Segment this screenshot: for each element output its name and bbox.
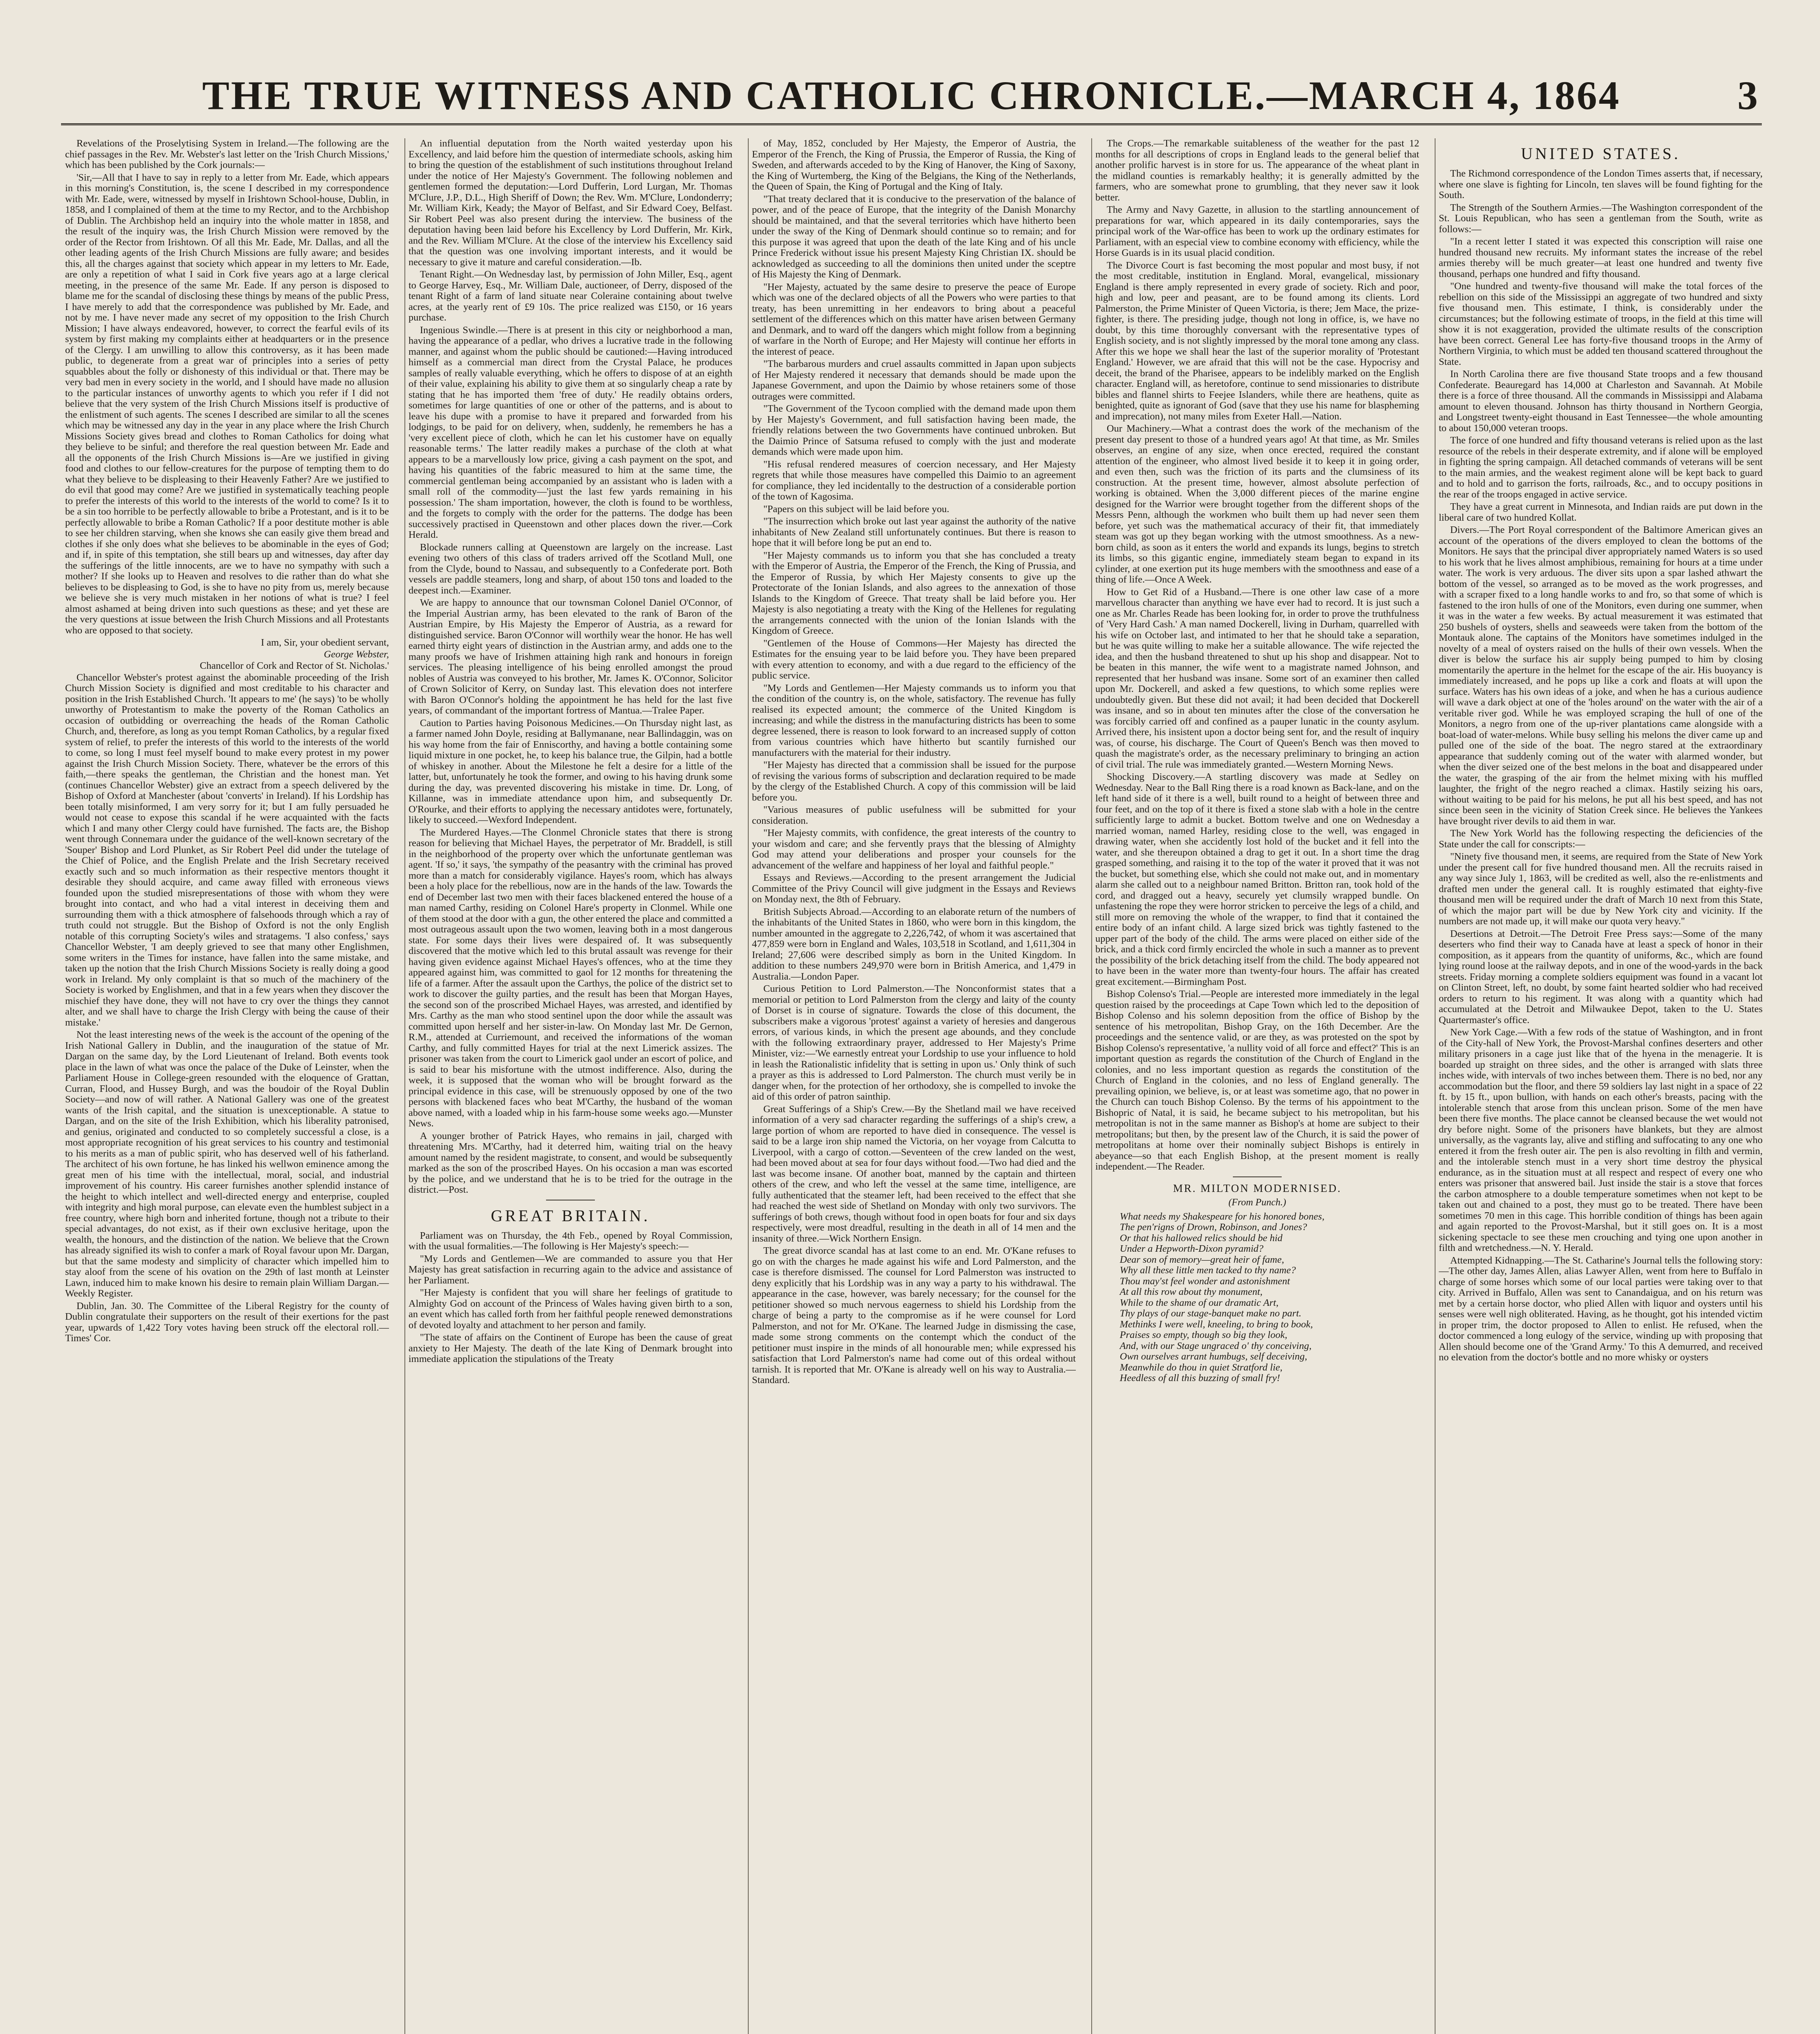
article-divers: Divers.—The Port Royal correspondent of the Baltimore American gives an account of the operations of the divers employed to clean the bottoms of the Monitors. He says that the principal diver appropriately named Waters is so used to his work that he lives almost amphibious, remaining for hours at a time under water. The work is very arduous. The diver sits upon a spar lashed athwart the bottom of the vessel, so arranged as to be moved as the work progresses, and with a scraper fixed to a long handle works to and fro, so that some of which is fastened to the iron hulls of one of the Monitors, even during one summer, when it was in the water a few weeks. By actual measurement it was estimated that 250 bushels of oysters, shells and seaweeds were taken from the bottom of the Montauk alone. The captains of the Monitors have sometimes indulged in the novelty of a meal of oysters raised on the hulls of their own vessels. When the diver is below the surface his air supply being pumped to him by closing momentarily the aperture in the helmet for the escape of the air. His buoyancy is immediately increased, and he pops up like a cork and floats at will upon the surface. Waters has his own ideas of a joke, and when he has a curious audience will wave a dark object at one of the 'holes around' on the water with the air of a veritable river god. While he was employed scraping the hull of one of the Monitors, a negro from one of the up-river plantations came alongside with a boat-load of water-melons. While busy selling his melons the diver came up and pulled one of the side of the boat. The negro stared at the extraordinary appearance that suddenly coming out of the water with alarmed wonder, but when the diver seized one of the best melons in the boat and disappeared under the water, the grasping of the air from the helmet mixing with his muffled laughter, the fright of the negro reached a climax. Hastily seizing his oars, without waiting to be paid for his melons, he put all his best speed, and has not since been seen in the vicinity of Station Creek since. He believes the Yankees have brought river devils to aid them in war.: [1439, 524, 1763, 827]
article-husband: How to Get Rid of a Husband.—There is one other law case of a more marvellous character than anything we have ever had to record. It is just such a one as Mr. Charles Reade has been looking for, in order to prove the truthfulness of 'Very Hard Cash.' A man named Dockerell, living in Durham, quarrelled with his wife on October last, and intimated to her that he should take a separation, but he was quite willing to make her a suitable allowance. The wife rejected the idea, and then the husband threatened to shut up his shop and disappear. Not to be beaten in this manner, the wife went to a magistrate named Johnson, and represented that her husband was insane. Some sort of an examiner then called upon Mr. Dockerell, and asked a few questions, to which some replies were undoubtedly given. But these did not avail; it had been decided that Dockerell was insane, and so in about ten minutes after the close of the conversation he was forcibly carried off and confined as a pauper lunatic in the county asylum. Arrived there, his insistent upon a doctor being sent for, and the result of inquiry was, of course, his discharge. The Court of Queen's Bench was then moved to quash the magistrate's order, as the necessary preliminary to bringing an action of civil trial. The rule was immediately granted.—Western Morning News.: [1095, 586, 1419, 770]
column-5: [1439, 138, 1763, 2034]
speech-paragraph: "Her Majesty, actuated by the same desire to preserve the peace of Europe which was one of the declared objects of all the Powers who were parties to that treaty, has been unremitting in her endeavors to bring about a peaceful settlement of the differences which on this matter have arisen between Germany and Denmark, and to ward off the dangers which might follow from a beginning of warfare in the North of Europe; and Her Majesty will continue her efforts in the interest of peace.: [752, 281, 1076, 357]
speech-paragraph: "Gentlemen of the House of Commons—Her Majesty has directed the Estimates for the ensuing year to be laid before you. They have been prepared with every attention to economy, and with a due regard to the efficiency of the public service.: [752, 637, 1076, 681]
article-essays-reviews: Essays and Reviews.—According to the present arrangement the Judicial Committee of the Privy Council will give judgment in the Essays and Reviews on Monday next, the 8th of February.: [752, 872, 1076, 905]
article-crops: The Crops.—The remarkable suitableness of the weather for the past 12 months for all descriptions of crops in England leads to the general belief that another prolific harvest is in store for us. The appearance of the wheat plant in the midland counties is remarkably healthy; it is generally admitted by the farmers, who are somewhat prone to grumbling, that they never saw it look better.: [1095, 138, 1419, 203]
speech-paragraph: of May, 1852, concluded by Her Majesty, the Emperor of Austria, the Emperor of the French, the King of Prussia, the Emperor of Russia, the King of Sweden, and afterwards acceded to by the King of Hanover, the King of Saxony, the King of Wurtemberg, the King of the Belgians, the King of the Netherlands, the Queen of Spain, the King of Portugal and the King of Italy.: [752, 138, 1076, 192]
letter-closing: I am, Sir, your obedient servant,: [261, 637, 389, 648]
poem-line: Or that his hallowed relics should be hid: [1120, 1232, 1283, 1244]
speech-paragraph: "The insurrection which broke out last year against the authority of the native inhabitants of New Zealand still unfortunately continues. But there is reason to hope that it will before long be put an end to.: [752, 516, 1076, 548]
article-baron-oconnor: We are happy to announce that our townsman Colonel Daniel O'Connor, of the Imperial Austrian army, has been elevated to the rank of Baron of the Austrian Empire, by His Majesty the Emperor of Austria, as a reward for distinguished service. Baron O'Connor will worthily wear the honor. He has well earned thirty eight years of distinction in the Austrian army, and adds one to the many proofs we have of Irishmen attaining high rank and honours in foreign services. The pleasing intelligence of his being enrolled amongst the proud nobles of Austria was conveyed to his brother, Mr. James K. O'Connor, Solicitor of Crown Solicitor of Kerry, on Sunday last. This elevation does not interfere with Baron O'Connor's holding the appointment he has held for the last five years, of commandant of the important fortress of Mantua.—Tralee Paper.: [409, 597, 732, 716]
page-number: 3: [1737, 73, 1758, 118]
poem-line: Own ourselves arrant humbugs, self deceiving,: [1120, 1351, 1307, 1362]
poem-line: Meanwhile do thou in quiet Stratford lie,: [1120, 1362, 1283, 1373]
article-national-gallery: Not the least interesting news of the week is the account of the opening of the Irish National Gallery in Dublin, and the inauguration of the statue of Mr. Dargan on the same day, by the Lord Lieutenant of Ireland. Both events took place in the lawn of what was once the palace of the Duke of Leinster, when the Parliament House in College-green resounded with the eloquence of Grattan, Curran, Flood, and Hussey Burgh, and was the boudoir of the Royal Dublin Society—and now of will rather. A National Gallery was one of the greatest wants of the Irish capital, and the situation is unexceptionable. A statue to Dargan, and on the site of the Irish Exhibition, which his liberality patronised, and genius, originated and conducted to so completely successful a close, is a most appropriate recognition of his great services to his country and testimonial to his merits as a man of public spirit, who has deserved well of his fatherland. The architect of his own fortune, he has linked his wellwon eminence among the great men of his time with the intellectual, moral, social, and industrial improvement of his country. His career furnishes another splendid instance of the height to which intellect and well-directed energy and enterprise, coupled with integrity and high moral purpose, can elevate even the humblest subject in a free country, where high born and inherited fortune, though not a tribute to their special advantages, do not exist, as if their own exclusive heritage, upon the wealth, the honours, and the distinction of the nation. We believe that the Crown has already signified its wish to confer a mark of Royal favour upon Mr. Dargan, but that the same modesty and simplicity of character which impelled him to stay aloof from the scene of his ovation on the 29th of last month at Leinster Lawn, induced him to make known his desire to remain plain William Dargan.—Weekly Register.: [65, 1029, 389, 1299]
poem-line: Praises so empty, though so big they look,: [1120, 1329, 1287, 1340]
article-webster-protest: Chancellor Webster's protest against the abominable proceeding of the Irish Church Mission Society is dignified and most creditable to his character and position in the Irish Established Church. 'It appears to me' (he says) 'to be wholly unworthy of Protestantism to make the poverty of the Roman Catholics an occasion of outbidding or overreaching the heads of the Roman Catholic Church, and, therefore, as long as you tempt Roman Catholics, by a regular fixed system of relief, to prefer the interests of this world to the interests of the world to come, so long I must feel myself bound to make every protest in my power against the Irish Church Mission Society. There, whatever be the errors of this faith,—there speaks the gentleman, the Christian and the honest man. Yet (continues Chancellor Webster) give an extract from a speech delivered by the Bishop of Oxford at Manchester (about 'converts' in Ireland). If his Lordship has been totally misinformed, I am very sorry for it; but I am fully persuaded he would not cease to expose this scandal if he were acquainted with the facts which I and many other Clergy could have furnished. The facts are, the Bishop went through Connemara under the guidance of the well-known secretary of the 'Souper' Bishop and Lord Plunket, as Sir Robert Peel did under the tutelage of the Chief of Police, and the English Prelate and the Irish Secretary received exactly such and so much information as their respective mentors thought it desirable they should acquire, and came away filled with erroneous views founded upon the studied misrepresentations of those with whom they were brought into contact, and who had a vital interest in deceiving them and surrounding them with a thick atmosphere of falsehoods through which a ray of truth could not struggle. But the Bishop of Oxford is not the only English notable of this corrupting Society's wiles and stratagems. 'I also confess,' says Chancellor Webster, 'I am deeply grieved to see that many other Englishmen, some writers in the Times for instance, have fallen into the same mistake, and taken up the notion that the Irish Church Missions Society is really doing a good work in Ireland. My only complaint is that so much of the machinery of the Society is worked by Englishmen, and that in a few years when they discover the mischief they have done, they will not have to cry over the things they cannot alter, and we shall have to charge the Irish Clergy with being the cause of their mistake.': [65, 672, 389, 1028]
masthead-rule: [61, 123, 1762, 125]
poem-line: The pen'rigns of Drown, Robinson, and Jones?: [1120, 1222, 1307, 1233]
speech-paragraph: "Her Majesty is confident that you will share her feelings of gratitude to Almighty God on account of the Princess of Wales having given birth to a son, an event which has called forth from her faithful people renewed demonstrations of devoted loyalty and attachment to her person and family.: [409, 1287, 732, 1331]
section-rule: [1233, 1176, 1282, 1177]
speech-paragraph: "That treaty declared that it is conducive to the preservation of the balance of power, and of the peace of Europe, that the integrity of the Danish Monarchy should be maintained, and that the several territories which have hitherto been under the sway of the King of Denmark should continue so to remain; and for this purpose it was agreed that upon the death of the late King and of his uncle Prince Frederick without issue his present Majesty King Christian IX. should be acknowledged as succeeding to all the dominions then united under the sceptre of His Majesty the King of Denmark.: [752, 193, 1076, 280]
article-ingenious-swindle: Ingenious Swindle.—There is at present in this city or neighborhood a man, having the appearance of a pedlar, who drives a lucrative trade in the following manner, and against whom the public should be cautioned:—Having introduced himself as a commercial man direct from the Crystal Palace, he produces samples of really valuable everything, which he offers to dispose of at an eighth of their value, explaining his ability to give them at so singularly cheap a rate by stating that he has imported them 'free of duty.' He readily obtains orders, sometimes for large quantities of one or other of the patterns, and is about to leave his dupe with a promise to have it prepared and forwarded from his lodgings, to be paid for on delivery, when, suddenly, he remembers he has a 'very excellent piece of cloth, which he can let his customer have on equally reasonable terms.' The latter readily makes a purchase of the cloth at what appears to be a marvellously low price, giving a cash payment on the spot, and having his quantities of the fabric measured to him at the same time, the commercial gentleman being accompanied by an assistant who is laden with a small roll of the commodity—'just the last few yards remaining in his possession.' The sham importation, however, the cloth is found to be worthless, and the forgets to comply with the order for the patterns. The dodge has been successively practised in Queenstown and other places down the river.—Cork Herald.: [409, 324, 732, 540]
poem-line: Methinks I were well, kneeling, to bring to book,: [1120, 1318, 1313, 1330]
poem-line: While to the shame of our dramatic Art,: [1120, 1297, 1279, 1308]
article-ships-crew: Great Sufferings of a Ship's Crew.—By the Shetland mail we have received information of a very sad character regarding the sufferings of a ship's crew, a large portion of whom are reported to have died in consequence. The vessel is said to be a large iron ship named the Victoria, on her voyage from Calcutta to Liverpool, with a cargo of cotton.—Seventeen of the crew landed on the west, had been moved about at sea for four days without food.—Two had died and the last was become insane. Of another boat, manned by the captain and thirteen others of the crew, and who left the vessel at the same time, intelligence, are fully authenticated that the steamer left, had been received to the effect that she had reached the west side of Shetland on Monday with only two survivors. The sufferings of both crews, though without food in open boats for four and six days respectively, were most dreadful, resulting in the death in all of 14 men and the insanity of three.—Wick Northern Ensign.: [752, 1103, 1076, 1244]
letter-signature-title: Chancellor of Cork and Rector of St. Nicholas.': [199, 660, 389, 671]
poem-line: Thy plays of our stage-banquet make no part.: [1120, 1308, 1302, 1319]
letter-signature-name: George Webster,: [323, 648, 389, 660]
speech-paragraph: "Her Majesty has directed that a commission shall be issued for the purpose of revising the various forms of subscription and declaration required to be made by the clergy of the Established Church. A copy of this commission will be laid before you.: [752, 759, 1076, 803]
speech-paragraph: "His refusal rendered measures of coercion necessary, and Her Majesty regrets that while those measures have compelled this Daimio to an agreement for compliance, they led incidentally to the destruction of a considerable portion of the town of Kagosima.: [752, 458, 1076, 502]
article-bishop-colenso: Bishop Colenso's Trial.—People are interested more immediately in the legal question raised by the proceedings at Cape Town which led to the deposition of Bishop Colenso and his solemn deposition from the office of Bishop by the sentence of his metropolitan, Bishop Gray, on the 16th December. Are the proceedings and the sentence valid, or are they, as was protested on the spot by Bishop Colenso's representative, 'a nullity void of all force and effect?' This is an important question as regards the constitution of the Church of England in the colonies, and no less important question as regards the constitution of the Church of England in the colonies, and no less of England generally. The prevailing opinion, we believe, is, or at least was sometime ago, that no power in the Church can touch Bishop Colenso. By the terms of his appointment to the Bishopric of Natal, it is said, he became subject to his metropolitan, but his metropolitan is not in the same manner as Bishop's at home are subject to their metropolitans; but then, by the present law of the Church, it is said the power of metropolitans at home over their nominally subject Bishops is entirely in abeyance—so that each English Bishop, at the present moment is really independent.—The Reader.: [1095, 989, 1419, 1172]
poem-source: (From Punch.): [1228, 1197, 1286, 1208]
article-paragraph: "In a recent letter I stated it was expected this conscription will raise one hundred thousand new recruits. My informant states the increase of the rebel armies thereby will be much greater—at least one hundred and twenty five thousand, perhaps one hundred and fifty thousand.: [1439, 236, 1763, 279]
poem-line: Thou may'st feel wonder and astonishment: [1120, 1275, 1290, 1287]
article-poisonous-medicines: Caution to Parties having Poisonous Medicines.—On Thursday night last, as a farmer named John Doyle, residing at Ballymanane, near Ballindaggin, was on his way home from the fair of Enniscorthy, and having a bottle containing some liquid mixture in one pocket, he, to keep his balance true, the Gilpin, had a bottle of whiskey in another. About the Milestone he felt a desire for a little of the latter, but, unfortunately he took the former, and owing to his having drunk some during the day, was prevented discovering his mistake in time. Dr. Long, of Killanne, was in immediate attendance upon him, and subsequently Dr. O'Rourke, and their efforts to applying the necessary antidotes were, fortunately, likely to succeed.—Wexford Independent.: [409, 717, 732, 825]
article-desertions-detroit: Desertions at Detroit.—The Detroit Free Press says:—Some of the many deserters who find their way to Canada have at least a speck of honor in their composition, as it appears from the quantity of uniforms, &c., which are found lying round loose at the railway depots, and in one of the wood-yards in the back streets. Friday morning a complete soldiers equipment was found in a vacant lot on Clinton Street, left, no doubt, by some faint hearted soldier who had received orders to return to his regiment. It was along with a quantity which had accumulated at the Detroit and Milwaukee Depot, taken to the U. States Quartermaster's office.: [1439, 928, 1763, 1026]
speech-paragraph: "The barbarous murders and cruel assaults committed in Japan upon subjects of Her Majesty rendered it necessary that demands should be made upon the Japanese Government, and upon the Daimio by whose retainers some of those outrages were committed.: [752, 358, 1076, 402]
article-paragraph: They have a great current in Minnesota, and Indian raids are put down in the liberal care of two hundred Kollat.: [1439, 501, 1763, 523]
article-attempted-kidnapping: Attempted Kidnapping.—The St. Catharine's Journal tells the following story:—The other day, James Allen, alias Lawyer Allen, went from here to Buffalo in charge of some horses which some of our local parties were taking over to that city. Arrived in Buffalo, Allen was sent to Canandaigua, and on his return was met by a certain horse doctor, who plied Allen with liquor and oysters until his senses were well nigh obliterated. Having, as he thought, got his intended victim in proper trim, the doctor proposed to Allen to enlist. He refused, when the doctor commenced a long eulogy of the service, winding up with proposing that Allen should become one of the 'Grand Army.' To this A demurred, and received no elevation from the doctor's bottle and no more whisky or oysters: [1439, 1255, 1763, 1363]
article-liberal-registry: Dublin, Jan. 30. The Committee of the Liberal Registry for the county of Dublin congratulate their supporters on the result of their exertions for the past year, upwards of 1,422 Tory votes having been struck off the electoral roll.—Times' Cor.: [65, 1300, 389, 1344]
column-divider: [404, 138, 405, 2034]
speech-paragraph: "Her Majesty commands us to inform you that she has concluded a treaty with the Emperor of Austria, the Emperor of the French, the King of Prussia, and the Emperor of Russia, by which Her Majesty consents to give up the Protectorate of the Ionian Islands, and also agrees to the annexation of those Islands to the Kingdom of Greece. That treaty shall be laid before you. Her Majesty is also negotiating a treaty with the King of the Hellenes for regulating the arrangements connected with the union of the Ionian Islands with the Kingdom of Greece.: [752, 550, 1076, 636]
article-machinery: Our Machinery.—What a contrast does the work of the mechanism of the present day present to those of a hundred years ago! At that time, as Mr. Smiles observes, an engine of any size, when once erected, required the constant attention of the engineer, who almost lived beside it to keep it in going order, and even then, such was the friction of its parts and the clumsiness of its construction. At the present time, however, almost absolute perfection of working is obtained. When the 3,000 different pieces of the marine engine designed for the Warrior were brought together from the different shops of the Messrs Penn, although the workmen who built them up had never seen them before, yet such was the mathematical accuracy of their fit, that immediately steam was got up they began working with the utmost smoothness. As a new-born child, as soon as it enters the world and expands its lungs, begins to stretch its limbs, so this gigantic engine, immediately steam began to expand in its cylinder, at one exertion put its huge members with the smoothness and ease of a thing of life.—Once A Week.: [1095, 423, 1419, 585]
column-divider: [748, 138, 749, 2034]
column-2: [409, 138, 732, 2034]
masthead-title: THE TRUE WITNESS AND CATHOLIC CHRONICLE.—MARCH 4, 1864: [202, 73, 1621, 118]
article-new-york-world: The New York World has the following respecting the deficiencies of the State under the call for conscripts:—: [1439, 828, 1763, 850]
section-heading-great-britain: GREAT BRITAIN.: [491, 1206, 650, 1225]
article-murdered-hayes: The Murdered Hayes.—The Clonmel Chronicle states that there is strong reason for believing that Michael Hayes, the perpetrator of Mr. Braddell, is still in the neighborhood of the property over which the unfortunate gentleman was agent. 'If so,' it says, 'the sympathy of the peasantry with the criminal has proved more than a match for considerably vigilance. Hayes's room, which has always been a holy place for the rebellious, now are in the hands of the law. Towards the end of December last two men with their faces blackened entered the house of a man named Carthy, residing on Colonel Hare's property in Clonmel. While one of them stood at the door with a gun, the other entered the place and committed a most outrageous assault upon the two women, leaving both in a most dangerous state. For some days their lives were despaired of. It was subsequently discovered that the motive which led to this brutal assault was revenge for their having given evidence against Michael Hayes's offences, who at the time they appeared against him, was committed to gaol for 12 months for threatening the life of a farmer. After the assault upon the Carthys, the police of the district set to work to discover the guilty parties, and the result has been that Morgan Hayes, the second son of the proscribed Michael Hayes, was arrested, and identified by Mrs. Carthy as the man who stood sentinel upon the door while the assault was committed upon herself and her sister-in-law. On Monday last Mr. De Gernon, R.M., attended at Curriemount, and received the informations of the woman Carthy, and fully committed Hayes for trial at the next Limerick assizes. The prisoner was taken from the court to Limerick gaol under an escort of police, and is said to bear his misfortune with the utmost indifference. Also, during the week, it is supposed that the woman who will be brought forward as the principal evidence in this case, will be strenuously opposed by one of the two persons with blackened faces who beat M'Carthy, the husband of the woman above named, with a loaded whip in his farm-house some weeks ago.—Munster News.: [409, 827, 732, 1129]
article-divorce-court: The Divorce Court is fast becoming the most popular and most busy, if not the most creditable, institution in England. Moral, evangelical, missionary England is there amply represented in every grade of society. Rich and poor, high and low, peer and peasant, are to be found among its clients. Lord Palmerston, the Prime Minister of Queen Victoria, is there; Jem Mace, the prize-fighter, is there. The presiding judge, though not long in office, is, we have no doubt, by this time thoroughly conversant with the representative types of English society, and is not slightly impressed by the moral tone among any class. After this we hope we shall hear the last of the superior morality of 'Protestant England.' However, we are afraid that this will not be the case. Hypocrisy and deceit, the brand of the Pharisee, appears to be indelibly marked on the English character. England will, as heretofore, continue to send missionaries to distribute bibles and flannel shirts to Feejee Islanders, while there are heathens, quite as benighted, quite as ignorant of God (save that they use his name for blaspheming and imprecation), not many miles from Exeter Hall.—Nation.: [1095, 260, 1419, 422]
article-divorce-scandal: The great divorce scandal has at last come to an end. Mr. O'Kane refuses to go on with the charges he made against his wife and Lord Palmerston, and the case is therefore dismissed. The counsel for Lord Palmerston was instructed to deny explicitly that his Lordship was in any way a party to his withdrawal. The appearance in the case, however, was barely necessary; for the counsel for the petitioner showed so much nervous eagerness to shield his Lordship from the charge of being a party to the compromise as if he were counsel for Lord Palmerston, and not for Mr. O'Kane. The learned Judge in dismissing the case, made some strong comments on the contempt which the conduct of the petitioner must inspire in the minds of all honourable men; while expressed his satisfaction that Lord Palmerston's name had come out of this ordeal without tarnish. It is reported that Mr. O'Kane is already well on his way to Australia.—Standard.: [752, 1245, 1076, 1386]
article-patrick-hayes: A younger brother of Patrick Hayes, who remains in jail, charged with threatening Mrs. M'Carthy, had it deterred him, waiting trial on the heavy amount named by the resident magistrate, to consent, and would be subsequently marked as the son of the proscribed Hayes. On his occasion a man was escorted by the police, and we understand that he is to be tried for the outrage in the district.—Post.: [409, 1130, 732, 1195]
article-proselytising-letter: 'Sir,—All that I have to say in reply to a letter from Mr. Eade, which appears in this morning's Constitution, is, the scene I described in my correspondence with Mr. Eade, were, witnessed by myself in Irishtown School-house, Dublin, in 1858, and I complained of them at the time to my Rector, and to the Archbishop of Dublin. The Archbishop held an inquiry into the whole matter in 1858, and the result of the inquiry was, the Irish Church Mission were removed by the order of the Rector from Irishtown. Of all this Mr. Eade, Mr. Dallas, and all the other leading agents of the Irish Church Missions are fully aware; and besides this, all the charges against that society which appear in my letters to Mr. Eade, are only a repetition of what I said in Cork five years ago at a large clerical meeting, in the presence of the same Mr. Eade. If any person is disposed to blame me for the scandal of disclosing these things by means of the public Press, I have merely to add that the correspondence was published by Mr. Eade, and not by me. I have never made any secret of my opposition to the Irish Church Mission; I have always endeavored, however, to correct the fearful evils of its system by first making my complaints either at headquarters or in the presence of the Clergy. I am unwilling to allow this controversy, as it has been made public, to degenerate from a great war of principles into a series of petty squabbles about the folly or dishonesty of this individual or that. There may be very bad men in every society in the world, and I should have made no allusion to the particular instances of unworthy agents to which you refer if I did not believe that the very system of the Irish Church Missions itself is productive of the enlistment of such agents. The scenes I described are similar to all the scenes which may be witnessed any day in the year in any place where the Irish Church Missions Society gives bread and clothes to Roman Catholics for doing what they believe to be sinful; and therefore the real question between Mr. Eade and all the opponents of the Irish Church Missions is—Are we justified in giving food and clothes to our fellow-creatures for the purpose of tempting them to do what they believe to be displeasing to their Heavenly Father? Are we justified to do evil that good may come? Are we justified in systematically teaching people to prefer the interests of this world to the interests of the world to come? Is it to be a sin too horrible to be perfectly allowable to bribe a Protestant, and is it to be perfectly allowable to bribe a Roman Catholic? If a poor destitute mother is able to see her children starving, when she knows she can easily give them bread and clothes if she only does what she believes to be abominable in the eyes of God; and if, in spite of this temptation, she still bears up and witnesses, day after day the sufferings of the little innocents, are we to have no sympathy with such a mother? If she looks up to Heaven and resolves to die rather than do what she believes to be displeasing to God, is she to have no pity from us, merely because we believe she is very much mistaken in her notions of what is true? I feel almost ashamed at being driven into such questions as these; and yet these are the very questions at issue between the Irish Church Missions and all Protestants who are opposed to that society.: [65, 172, 389, 636]
article-army-navy-gazette: The Army and Navy Gazette, in allusion to the startling announcement of preparations for war, which appeared in its daily contemporaries, says the principal work of the War-office has been to work up the ordinary estimates for Parliament, with an especial view to combine economy with efficiency, while the Horse Guards is in its usual placid condition.: [1095, 204, 1419, 258]
poem-title: MR. MILTON MODERNISED.: [1173, 1182, 1342, 1194]
article-paragraph: In North Carolina there are five thousand State troops and a few thousand Confederate. Beauregard has 14,000 at Charleston and Savannah. At Mobile there is a force of three thousand. All the commands in Mississippi and Alabama amount to eleven thousand. Johnson has thirty thousand in Northern Georgia, and Longstreet twenty-eight thousand in East Tennessee—the whole amounting to about 150,000 veteran troops.: [1439, 369, 1763, 434]
poem-line: Dear son of memory—great heir of fame,: [1120, 1254, 1284, 1265]
article-tenant-right: Tenant Right.—On Wednesday last, by permission of John Miller, Esq., agent to George Harvey, Esq., Mr. William Dale, auctioneer, of Derry, disposed of the tenant Right of a farm of land situate near Coleraine containing about twelve acres, at the yearly rent of £9 10s. The price realized was £150, or 16 years purchase.: [409, 269, 732, 323]
article-new-york-cage: New York Cage.—With a few rods of the statue of Washington, and in front of the City-hall of New York, the Provost-Marshal confines deserters and other military prisoners in a cage just like that of the hyena in the menagerie. It is boarded up straight on three sides, and the other is arranged with slats three inches wide, with intervals of two inches between them. There is no bed, nor any accommodation but the floor, and there 59 soldiers lay last night in a space of 22 ft. by 15 ft., upon bullion, with hands on each other's breasts, pacing with the intolerable stench that arose from this unclean prison. Some of the men have been there five months. The place cannot be cleansed because the wet would not dry before night. Some of the prisoners have blankets, but they are almost universally, as the vagrants lay, alive and stifling and suffocating to any one who entered it from the fresh outer air. The pen is also revolting in filth and vermin, and the intolerable stench must in a very short time destroy the physical endurance, as in the situation must at all respect and respect of every one who enters was prisoner that answered bail. Just inside the stair is a stove that forces the carbon atmosphere to a double temperature sometimes when not kept to be taken out and chained to a post, they must go to be treated. There have been sometimes 70 men in this cage. This horrible condition of things has been again and again reported to the Provost-Marshal, but it still goes on. It is a most sickening spectacle to see these men crouching and tying one upon another in filth and wretchedness.—N. Y. Herald.: [1439, 1027, 1763, 1253]
article-blockade-runners: Blockade runners calling at Queenstown are largely on the increase. Last evening two others of this class of traders arrived off the Scotland Mull, one from the Clyde, bound to Nassau, and subsequently to a Confederate port. Both vessels are paddle steamers, long and sharp, of about 150 tons and loaded to the deepest inch.—Examiner.: [409, 541, 732, 596]
article-proselytising-intro: Revelations of the Proselytising System in Ireland.—The following are the chief passages in the Rev. Mr. Webster's last letter on the 'Irish Church Missions,' which has been published by the Cork journals:—: [65, 138, 389, 170]
poem-line: Under a Hepworth-Dixon pyramid?: [1120, 1243, 1264, 1254]
article-shocking-discovery: Shocking Discovery.—A startling discovery was made at Sedley on Wednesday. Near to the Ball Ring there is a road known as Back-lane, and on the left hand side of it there is a well, built round to a height of between three and four feet, and on the top of it there is fixed a stone slab with a hole in the centre sufficiently large to admit a bucket. Bottom twelve and one on Wednesday a married woman, named Harley, residing close to the well, was engaged in drawing water, when she accidently lost hold of the bucket and it fell into the water, and she thereupon obtained a drag to get it out. In a short time the drag grasped something, and raising it to the top of the water it proved that it was not the bucket, but something else, which she could not make out, and in momentary alarm she called out to a neighbour named Britton. Britton ran, took hold of the cord, and dragged out a heavy, securely yet clumsily wrapped bundle. On unfastening the rope they were horror stricken to perceive the legs of a child, and still more on removing the whole of the wrapper, to find that it contained the entire body of an infant child. A large sized brick was tightly fastened to the upper part of the body of the child. The arms were placed on either side of the brick, and a thick cord firmly encircled the whole in such a manner as to prevent the possibility of the brick detaching itself from the child. The body appeared not to have been in the water more than twenty-four hours. The affair has created great excitement.—Birmingham Post.: [1095, 771, 1419, 987]
article-parliament-opened: Parliament was on Thursday, the 4th Feb., opened by Royal Commission, with the usual formalities.—The following is Her Majesty's speech:—: [409, 1230, 732, 1252]
masthead: [61, 71, 1762, 130]
article-curious-petition: Curious Petition to Lord Palmerston.—The Nonconformist states that a memorial or petition to Lord Palmerston from the clergy and laity of the county of Dorset is in course of signature. Towards the close of this document, the subscribers make a vigorous 'protest' against a variety of heresies and dangerous errors, of various kinds, in which the present age abounds, and they conclude with the following extraordinary prayer, addressed to Her Majesty's Prime Minister, viz:—'We earnestly entreat your Lordship to use your influence to hold in leash the Rationalistic infidelity that is setting in upon us.' Only think of such a prayer as this is addressed to Lord Palmerston. The church must verily be in danger when, for the protection of her orthodoxy, she is compelled to invoke the aid of this order of patron sainthip.: [752, 983, 1076, 1102]
column-1: [65, 138, 389, 2034]
article-richmond-correspondence: The Richmond correspondence of the London Times asserts that, if necessary, where one slave is fighting for Lincoln, ten slaves will be found fighting for the South.: [1439, 168, 1763, 201]
poem-line: What needs my Shakespeare for his honored bones,: [1120, 1211, 1325, 1222]
article-southern-armies: The Strength of the Southern Armies.—The Washington correspondent of the St. Louis Republican, who has seen a gentleman from the South, write as follows:—: [1439, 202, 1763, 235]
article-paragraph: "Ninety five thousand men, it seems, are required from the State of New York under the present call for five hundred thousand men. All the recruits raised in any way since July 1, 1863, will be credited as well, also the re-enlistments and drafted men under the general call. It is roughly estimated that eighty-five thousand men will be required under the draft of March 10 next from this State, of which the major part will be due by New York city and vicinity. If the numbers are not made up, it will make our quota very heavy.": [1439, 851, 1763, 927]
speech-paragraph: "Papers on this subject will be laid before you.: [763, 503, 950, 515]
section-heading-united-states: UNITED STATES.: [1521, 144, 1680, 163]
poem-line: At all this row about thy monument,: [1120, 1286, 1263, 1297]
column-divider: [1091, 138, 1092, 2034]
speech-paragraph: "Her Majesty commits, with confidence, the great interests of the country to your wisdom and care; and she fervently prays that the blessing of Almighty God may attend your deliberations and prosper your counsels for the advancement of the welfare and happiness of her loyal and faithful people.": [752, 827, 1076, 871]
speech-paragraph: "My Lords and Gentlemen—We are commanded to assure you that Her Majesty has great satisfaction in recurring again to the advice and assistance of her Parliament.: [409, 1253, 732, 1286]
column-4: [1095, 138, 1419, 2034]
speech-paragraph: "My Lords and Gentlemen—Her Majesty commands us to inform you that the condition of the country is, on the whole, satisfactory. The revenue has fully realised its expected amount; the commerce of the United Kingdom is increasing; and while the distress in the manufacturing districts has been to some degree lessened, there is reason to look forward to an increased supply of cotton from various countries which have hitherto but scantily furnished our manufacturers with the material for their industry.: [752, 682, 1076, 758]
article-paragraph: "One hundred and twenty-five thousand will make the total forces of the rebellion on this side of the Mississippi an aggregate of two hundred and sixty five thousand men. This estimate, I think, is considerably under the circumstances; but the following estimate of troops, in the field at this time will show it is not exaggeration, provided the ultimate results of the conscription have been correct. General Lee has forty-five thousand troops in the Army of Northern Virginia, to which must be added ten thousand scattered throughout the State.: [1439, 281, 1763, 367]
columns: [65, 138, 1762, 2034]
article-british-subjects-abroad: British Subjects Abroad.—According to an elaborate return of the numbers of the inhabitants of the United States in 1860, who were born in this kingdom, the number amounted in the aggregate to 2,226,742, of whom it was ascertained that 477,859 were born in England and Wales, 103,518 in Scotland, and 1,611,304 in Ireland; 27,606 were described simply as born in the United Kingdom. In addition to these numbers 249,970 were born in British America, and 1,479 in Australia.—London Paper.: [752, 906, 1076, 982]
speech-paragraph: "The Government of the Tycoon complied with the demand made upon them by Her Majesty's Government, and full satisfaction having been made, the friendly relations between the two Governments have continued unbroken. But the Daimio Prince of Satsuma refused to comply with the just and moderate demands which were made upon him.: [752, 403, 1076, 457]
poem-line: Why all these little men tacked to thy name?: [1120, 1265, 1296, 1276]
article-paragraph: The force of one hundred and fifty thousand veterans is relied upon as the last resource of the rebels in their desperate extremity, and if alone will be employed in fighting the spring campaign. All detached commands of veterans will be sent to the main armies, and the weakest regiment alone will be kept back to guard and to hold and to garrison the forts, railroads, &c., and to occupy positions in the rear of the troops engaged in active service.: [1439, 435, 1763, 500]
poem-line: And, with our Stage ungraced o' thy conceiving,: [1120, 1340, 1312, 1351]
poem-line: Heedless of all this buzzing of small fry!: [1120, 1373, 1280, 1384]
speech-paragraph: "Various measures of public usefulness will be submitted for your consideration.: [752, 804, 1076, 826]
article-intermediate-schools: An influential deputation from the North waited yesterday upon his Excellency, and laid before him the question of intermediate schools, asking him to bring the question of the establishment of such institutions throughout Ireland under the notice of Her Majesty's Government. The following noblemen and gentlemen formed the deputation:—Lord Dufferin, Lord Lurgan, Mr. Thomas M'Clure, J.P., D.L., High Sheriff of Down; the Rev. Wm. M'Clure, Londonderry; Mr. William Kirk, Keady; the Mayor of Belfast, and Sir Edward Coey, Belfast. Sir Robert Peel was also present during the interview. The business of the deputation having been laid before his Excellency by Lord Dufferin, Mr. Kirk, and the Rev. William M'Clure. At the close of the interview his Excellency said that the question was one involving important interests, and it would be necessary to give it mature and careful consideration.—Ib.: [409, 138, 732, 268]
column-3: [752, 138, 1076, 2034]
speech-paragraph: "The state of affairs on the Continent of Europe has been the cause of great anxiety to Her Majesty. The death of the late King of Denmark brought into immediate application the stipulations of the Treaty: [409, 1332, 732, 1364]
